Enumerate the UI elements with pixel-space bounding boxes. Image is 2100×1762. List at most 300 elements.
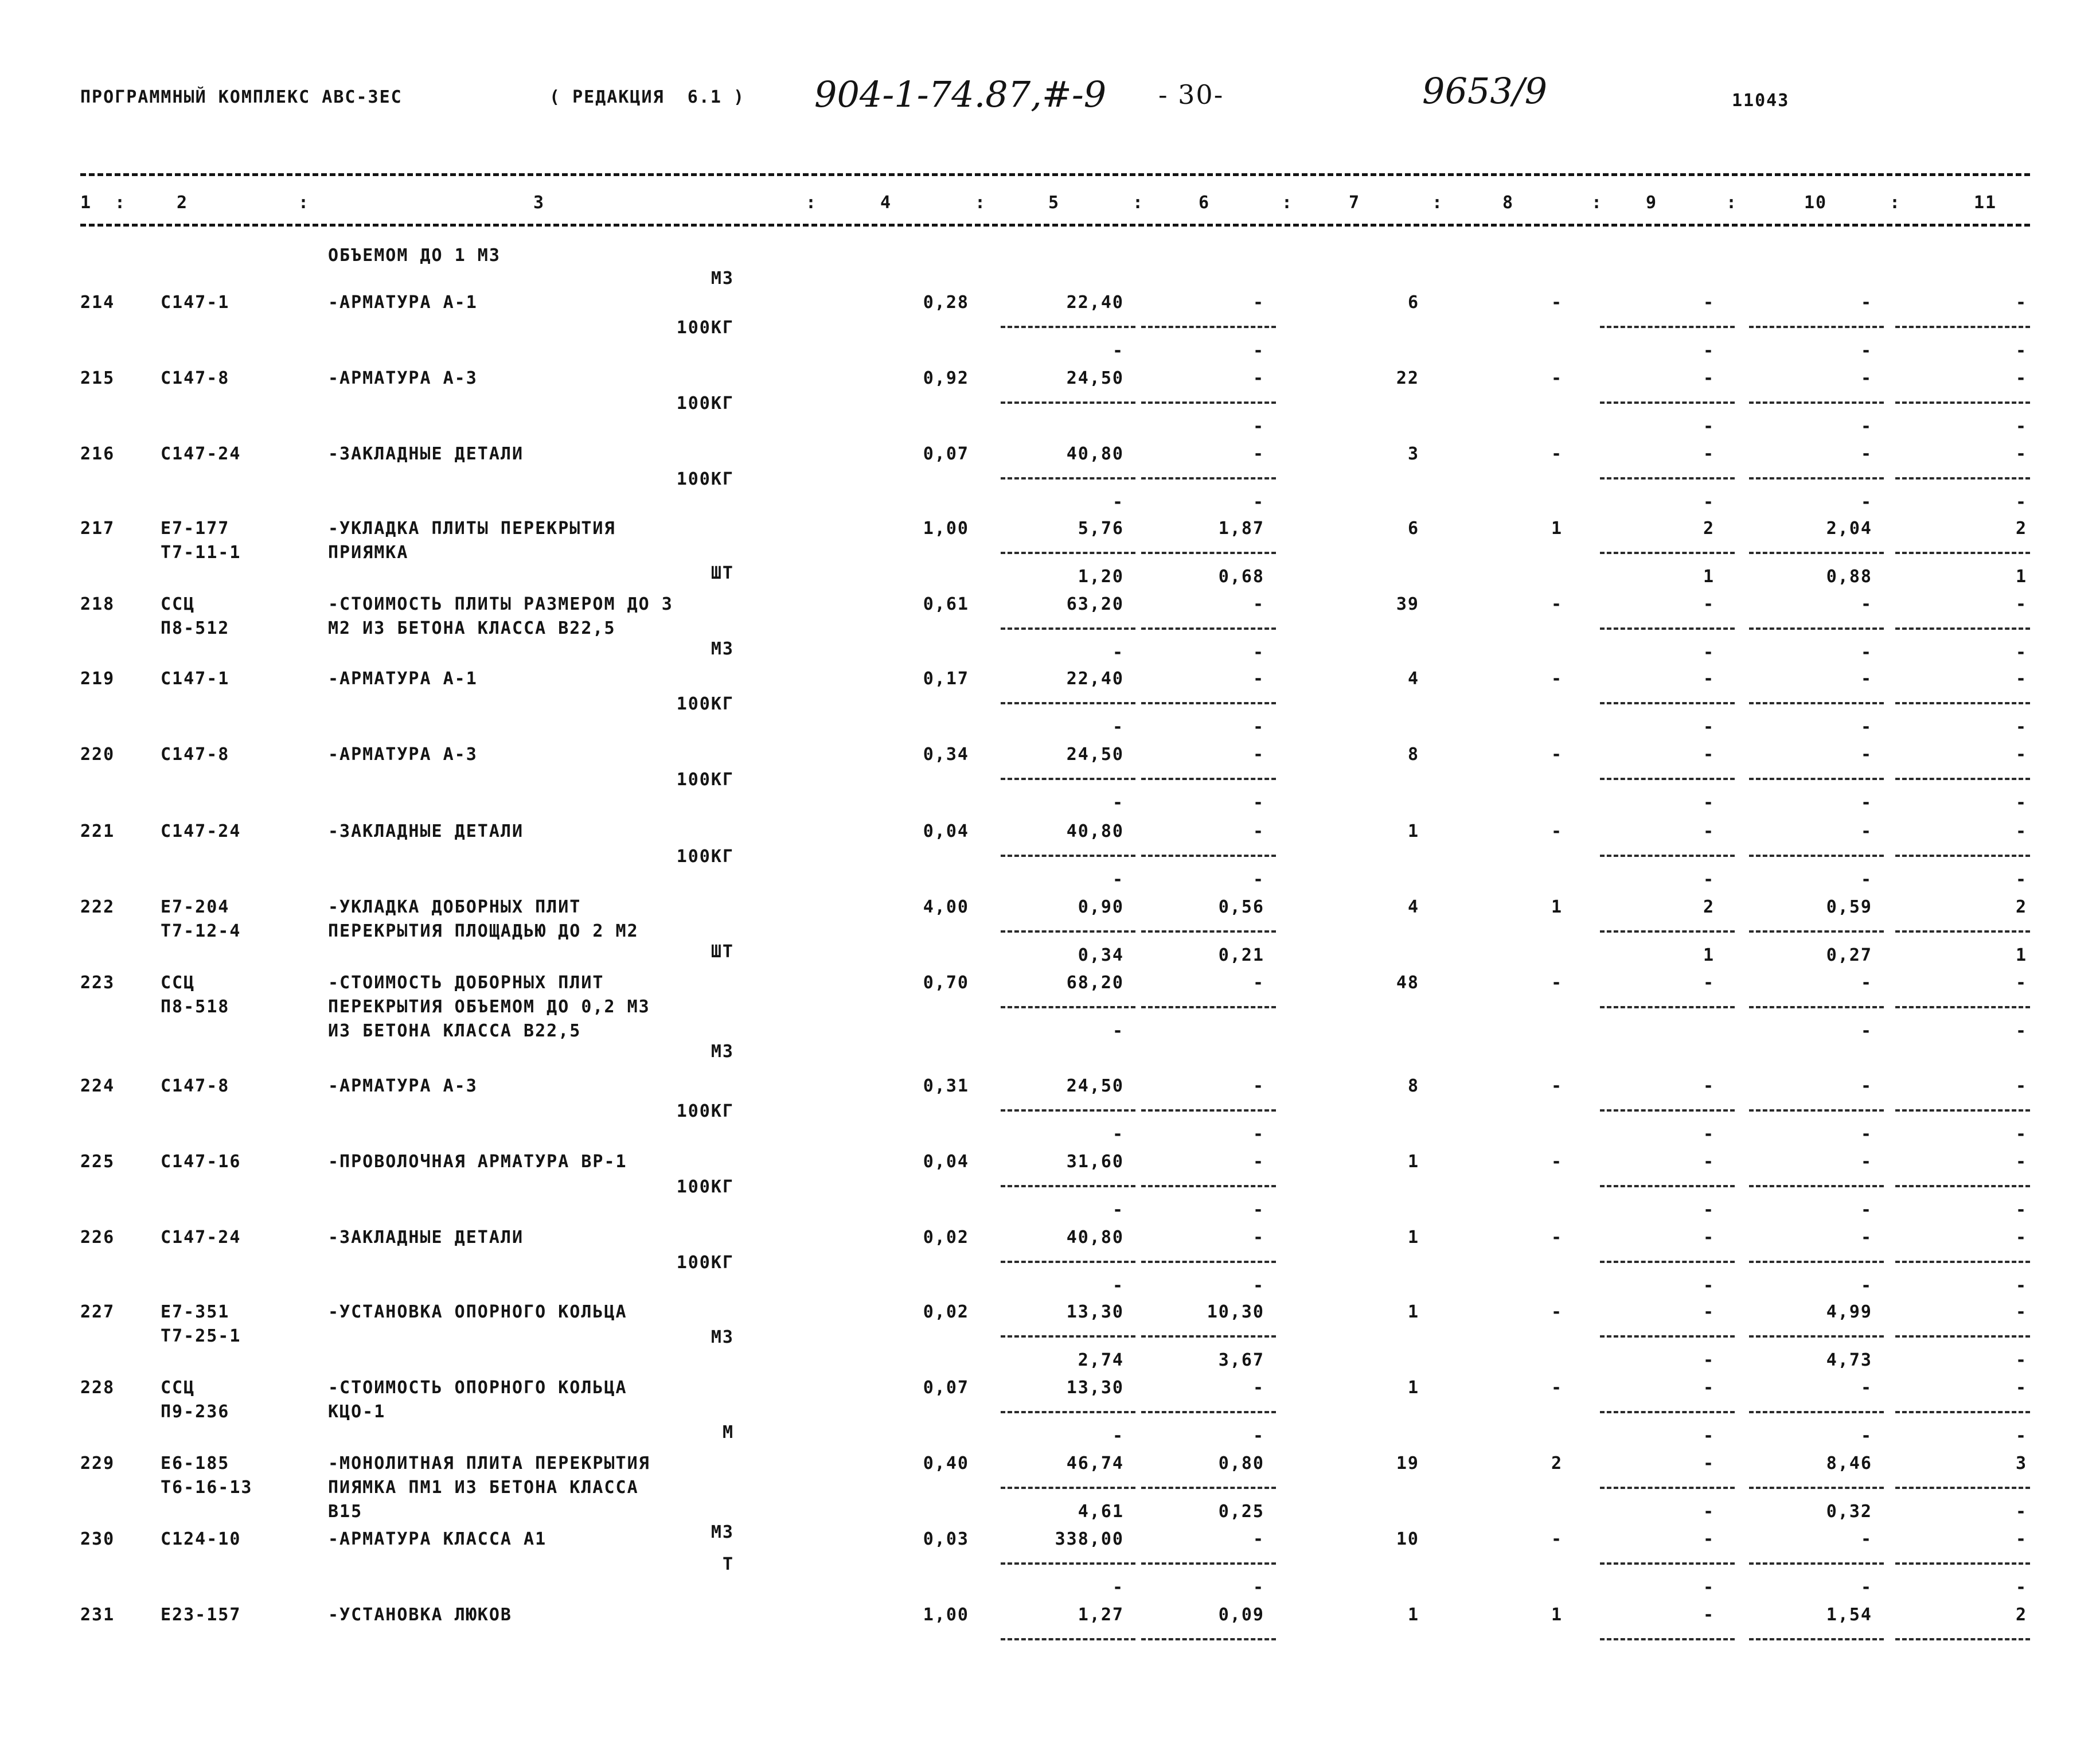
unit-of-measure: 100КГ [676, 1177, 734, 1197]
col-10-value: - [1860, 744, 1872, 765]
unit-cost-value: 22,40 [1066, 669, 1124, 689]
col-9-value: - [1703, 1227, 1715, 1248]
machine-cost-secondary: 0,25 [1218, 1502, 1264, 1522]
col-10-secondary: - [1860, 416, 1872, 436]
col-11-value: - [2015, 1529, 2027, 1549]
col-9-secondary: 1 [1703, 567, 1715, 587]
work-description-line: -СТОИМОСТЬ ОПОРНОГО КОЛЬЦА [328, 1378, 627, 1398]
rate-code: ССЦ [161, 594, 196, 614]
handwritten-project-code: 904-1-74.87,#-9 [814, 73, 1107, 115]
cell-divider [1001, 930, 1135, 933]
cell-divider [1749, 1261, 1884, 1263]
cell-divider [1895, 552, 2030, 554]
unit-cost-value: 13,30 [1066, 1302, 1124, 1322]
machine-cost-value: - [1252, 744, 1264, 765]
col-10-value: 4,99 [1826, 1302, 1872, 1322]
quantity-value: 0,61 [923, 594, 969, 614]
cell-divider [1141, 401, 1276, 404]
cell-divider [1600, 1638, 1735, 1640]
col-10-value: - [1860, 1076, 1872, 1096]
cell-divider [1895, 1562, 2030, 1565]
machine-cost-secondary: - [1252, 642, 1264, 662]
col-9-value: - [1703, 1302, 1715, 1322]
cell-divider [1895, 401, 2030, 404]
machine-cost-secondary: 3,67 [1218, 1350, 1264, 1370]
col-11-value: 3 [2015, 1453, 2027, 1473]
salary-value: - [1551, 594, 1563, 614]
unit-cost-secondary: - [1112, 1276, 1124, 1296]
cell-divider [1600, 477, 1735, 480]
unit-cost-secondary: 4,61 [1078, 1502, 1124, 1522]
row-number: 214 [80, 293, 115, 313]
unit-cost-secondary: - [1112, 1021, 1124, 1041]
unit-cost-secondary: - [1112, 1426, 1124, 1446]
salary-value: - [1551, 744, 1563, 765]
cell-divider [1600, 1006, 1735, 1008]
cell-divider [1001, 477, 1135, 480]
col-10-value: - [1860, 293, 1872, 313]
col-10-secondary: 0,32 [1826, 1502, 1872, 1522]
quantity-value: 0,31 [923, 1076, 969, 1096]
quantity-value: 0,03 [923, 1529, 969, 1549]
total-cost-value: 6 [1407, 519, 1419, 539]
machine-cost-secondary: - [1252, 416, 1264, 436]
column-header-11: 11 [1973, 193, 1997, 213]
total-cost-value: 1 [1407, 1152, 1419, 1172]
cell-divider [1600, 778, 1735, 780]
unit-of-measure: М3 [711, 1522, 734, 1542]
col-9-value: - [1703, 669, 1715, 689]
rate-code: С124-10 [161, 1529, 241, 1549]
machine-cost-value: 10,30 [1207, 1302, 1264, 1322]
work-description-line: -УСТАНОВКА ОПОРНОГО КОЛЬЦА [328, 1302, 627, 1322]
col-11-secondary: 1 [2015, 945, 2027, 965]
row-number: 221 [80, 821, 115, 841]
row-number: 223 [80, 973, 115, 993]
work-description-line: -ПРОВОЛОЧНАЯ АРМАТУРА ВР-1 [328, 1152, 627, 1172]
col-10-value: - [1860, 1378, 1872, 1398]
cell-divider [1749, 1109, 1884, 1112]
salary-value: - [1551, 293, 1563, 313]
col-11-value: - [2015, 1152, 2027, 1172]
column-separator: : [1282, 193, 1294, 213]
work-description-line: ПРИЯМКА [328, 543, 409, 563]
unit-cost-value: 46,74 [1066, 1453, 1124, 1473]
col-9-value: 2 [1703, 897, 1715, 917]
quantity-value: 0,92 [923, 368, 969, 388]
unit-cost-secondary: - [1112, 717, 1124, 737]
col-11-value: 2 [2015, 897, 2027, 917]
quantity-value: 0,40 [923, 1453, 969, 1473]
cell-divider [1141, 930, 1276, 933]
col-11-secondary: - [2015, 1426, 2027, 1446]
cell-divider [1895, 778, 2030, 780]
cell-divider [1600, 1261, 1735, 1263]
col-9-secondary: - [1703, 1276, 1715, 1296]
work-description-line: ОБЪЕМОМ ДО 1 М3 [328, 245, 501, 266]
unit-cost-secondary: - [1112, 642, 1124, 662]
unit-cost-value: 68,20 [1066, 973, 1124, 993]
column-header-3: 3 [533, 193, 545, 213]
cell-divider [1141, 1411, 1276, 1413]
salary-value: - [1551, 444, 1563, 464]
machine-cost-value: - [1252, 669, 1264, 689]
col-9-secondary: 1 [1703, 945, 1715, 965]
work-description-line: -МОНОЛИТНАЯ ПЛИТА ПЕРЕКРЫТИЯ [328, 1453, 650, 1473]
col-11-secondary: - [2015, 1502, 2027, 1522]
cell-divider [1141, 778, 1276, 780]
cell-divider [1001, 1261, 1135, 1263]
salary-value: 1 [1551, 897, 1563, 917]
rate-code: Е7-204 [161, 897, 230, 917]
cell-divider [1600, 855, 1735, 857]
unit-cost-value: 13,30 [1066, 1378, 1124, 1398]
salary-value: - [1551, 1529, 1563, 1549]
quantity-value: 0,07 [923, 444, 969, 464]
rate-code: ССЦ [161, 1378, 196, 1398]
cell-divider [1600, 1335, 1735, 1338]
col-11-secondary: - [2015, 1577, 2027, 1597]
work-description-line: -СТОИМОСТЬ ПЛИТЫ РАЗМЕРОМ ДО 3 [328, 594, 673, 614]
quantity-value: 0,04 [923, 1152, 969, 1172]
column-header-10: 10 [1804, 193, 1828, 213]
cell-divider [1749, 1335, 1884, 1338]
col-11-secondary: - [2015, 1021, 2027, 1041]
col-10-value: - [1860, 444, 1872, 464]
rate-code-secondary: Т7-11-1 [161, 543, 241, 563]
quantity-value: 0,17 [923, 669, 969, 689]
col-9-secondary: - [1703, 642, 1715, 662]
unit-cost-value: 31,60 [1066, 1152, 1124, 1172]
unit-cost-secondary: - [1112, 492, 1124, 512]
total-cost-value: 1 [1407, 1302, 1419, 1322]
cell-divider [1895, 1487, 2030, 1489]
cell-divider [1749, 930, 1884, 933]
col-10-value: - [1860, 821, 1872, 841]
machine-cost-secondary: - [1252, 1577, 1264, 1597]
quantity-value: 0,02 [923, 1227, 969, 1248]
quantity-value: 1,00 [923, 519, 969, 539]
unit-of-measure: М3 [711, 1327, 734, 1347]
col-9-value: - [1703, 1453, 1715, 1473]
col-11-secondary: - [2015, 1200, 2027, 1220]
cell-divider [1600, 552, 1735, 554]
rate-code: С147-8 [161, 744, 230, 765]
column-separator: : [298, 193, 310, 213]
unit-cost-value: 24,50 [1066, 744, 1124, 765]
col-10-secondary: - [1860, 341, 1872, 361]
row-number: 229 [80, 1453, 115, 1473]
col-11-value: - [2015, 1227, 2027, 1248]
col-11-secondary: - [2015, 416, 2027, 436]
cell-divider [1749, 1006, 1884, 1008]
total-cost-value: 22 [1396, 368, 1419, 388]
col-9-value: - [1703, 1378, 1715, 1398]
unit-of-measure: М3 [711, 639, 734, 659]
col-11-value: - [2015, 444, 2027, 464]
machine-cost-value: 0,56 [1218, 897, 1264, 917]
cell-divider [1141, 1335, 1276, 1338]
machine-cost-secondary: - [1252, 341, 1264, 361]
rate-code: Е7-177 [161, 519, 230, 539]
unit-of-measure: 100КГ [676, 1101, 734, 1121]
col-10-value: - [1860, 973, 1872, 993]
program-title: ПРОГРАММНЫЙ КОМПЛЕКС АВС-ЗЕС [80, 87, 403, 107]
total-cost-value: 10 [1396, 1529, 1419, 1549]
col-11-secondary: - [2015, 1276, 2027, 1296]
cell-divider [1749, 477, 1884, 480]
machine-cost-secondary: - [1252, 717, 1264, 737]
machine-cost-secondary: - [1252, 492, 1264, 512]
rate-code-secondary: П8-512 [161, 618, 230, 638]
col-10-secondary: - [1860, 717, 1872, 737]
col-9-secondary: - [1703, 416, 1715, 436]
machine-cost-secondary: - [1252, 1426, 1264, 1446]
col-9-secondary: - [1703, 870, 1715, 890]
col-10-secondary: - [1860, 1426, 1872, 1446]
cell-divider [1141, 1487, 1276, 1489]
cell-divider [1001, 702, 1135, 704]
col-11-value: 2 [2015, 1605, 2027, 1625]
col-9-secondary: - [1703, 793, 1715, 813]
cell-divider [1001, 1411, 1135, 1413]
cell-divider [1600, 326, 1735, 328]
cell-divider [1001, 855, 1135, 857]
cell-divider [1749, 627, 1884, 630]
unit-cost-secondary: 0,34 [1078, 945, 1124, 965]
work-description-line: -АРМАТУРА КЛАССА А1 [328, 1529, 547, 1549]
total-cost-value: 4 [1407, 669, 1419, 689]
col-11-secondary: - [2015, 642, 2027, 662]
work-description-line: -АРМАТУРА А-3 [328, 744, 478, 765]
col-9-value: - [1703, 821, 1715, 841]
total-cost-value: 4 [1407, 897, 1419, 917]
cell-divider [1600, 1487, 1735, 1489]
col-11-value: - [2015, 669, 2027, 689]
cell-divider [1001, 1487, 1135, 1489]
salary-value: - [1551, 1302, 1563, 1322]
total-cost-value: 1 [1407, 1227, 1419, 1248]
col-10-value: - [1860, 1227, 1872, 1248]
page-number: - 30- [1158, 79, 1224, 110]
col-9-secondary: - [1703, 717, 1715, 737]
col-9-value: - [1703, 744, 1715, 765]
col-10-secondary: - [1860, 870, 1872, 890]
rate-code-secondary: Т7-12-4 [161, 921, 241, 941]
column-separator: : [1432, 193, 1444, 213]
cell-divider [1001, 401, 1135, 404]
rate-code: Е6-185 [161, 1453, 230, 1473]
row-number: 224 [80, 1076, 115, 1096]
cell-divider [1001, 1006, 1135, 1008]
unit-cost-value: 22,40 [1066, 293, 1124, 313]
document-number: 11043 [1732, 91, 1790, 111]
rate-code: С147-16 [161, 1152, 241, 1172]
column-header-2: 2 [176, 193, 189, 213]
col-9-value: - [1703, 594, 1715, 614]
cell-divider [1895, 1006, 2030, 1008]
col-10-secondary: - [1860, 793, 1872, 813]
row-number: 228 [80, 1378, 115, 1398]
col-11-value: - [2015, 744, 2027, 765]
machine-cost-secondary: - [1252, 1124, 1264, 1144]
col-11-secondary: - [2015, 492, 2027, 512]
machine-cost-secondary: - [1252, 1276, 1264, 1296]
machine-cost-secondary: - [1252, 1200, 1264, 1220]
col-11-secondary: - [2015, 1124, 2027, 1144]
col-11-secondary: 1 [2015, 567, 2027, 587]
work-description-line: В15 [328, 1502, 363, 1522]
total-cost-value: 1 [1407, 1378, 1419, 1398]
total-cost-value: 19 [1396, 1453, 1419, 1473]
col-9-secondary: - [1703, 1426, 1715, 1446]
cell-divider [1600, 1185, 1735, 1187]
col-10-secondary: - [1860, 1577, 1872, 1597]
cell-divider [1749, 1185, 1884, 1187]
cell-divider [1895, 1109, 2030, 1112]
rate-code: С147-24 [161, 1227, 241, 1248]
work-description-line: -АРМАТУРА А-3 [328, 368, 478, 388]
work-description-line: ПЕРЕКРЫТИЯ ПЛОЩАДЬЮ ДО 2 М2 [328, 921, 639, 941]
cell-divider [1141, 1261, 1276, 1263]
col-9-value: - [1703, 1152, 1715, 1172]
column-header-6: 6 [1198, 193, 1211, 213]
machine-cost-value: - [1252, 1378, 1264, 1398]
machine-cost-value: - [1252, 594, 1264, 614]
unit-cost-value: 40,80 [1066, 1227, 1124, 1248]
quantity-value: 4,00 [923, 897, 969, 917]
column-separator: : [1890, 193, 1902, 213]
work-description-line: -АРМАТУРА А-1 [328, 293, 478, 313]
cell-divider [1141, 1638, 1276, 1640]
row-number: 220 [80, 744, 115, 765]
unit-of-measure: 100КГ [676, 770, 734, 790]
work-description-line: ПЕРЕКРЫТИЯ ОБЪЕМОМ ДО 0,2 М3 [328, 997, 650, 1017]
rate-code: С147-8 [161, 1076, 230, 1096]
col-11-value: - [2015, 1302, 2027, 1322]
col-10-value: 1,54 [1826, 1605, 1872, 1625]
cell-divider [1600, 1411, 1735, 1413]
cell-divider [1141, 855, 1276, 857]
total-cost-value: 3 [1407, 444, 1419, 464]
column-separator: : [806, 193, 818, 213]
unit-of-measure: 100КГ [676, 694, 734, 714]
unit-cost-secondary: - [1112, 1577, 1124, 1597]
quantity-value: 0,04 [923, 821, 969, 841]
cell-divider [1895, 1261, 2030, 1263]
col-10-secondary: 4,73 [1826, 1350, 1872, 1370]
row-number: 222 [80, 897, 115, 917]
unit-cost-secondary: - [1112, 870, 1124, 890]
machine-cost-secondary: - [1252, 793, 1264, 813]
cell-divider [1895, 1335, 2030, 1338]
salary-value: - [1551, 1152, 1563, 1172]
row-number: 215 [80, 368, 115, 388]
unit-cost-secondary: 1,20 [1078, 567, 1124, 587]
col-11-value: - [2015, 1076, 2027, 1096]
work-description-line: -АРМАТУРА А-3 [328, 1076, 478, 1096]
cell-divider [1141, 1109, 1276, 1112]
work-description-line: -ЗАКЛАДНЫЕ ДЕТАЛИ [328, 444, 524, 464]
col-11-value: - [2015, 973, 2027, 993]
cell-divider [1749, 855, 1884, 857]
salary-value: 1 [1551, 1605, 1563, 1625]
cell-divider [1141, 702, 1276, 704]
col-9-value: - [1703, 1605, 1715, 1625]
quantity-value: 0,70 [923, 973, 969, 993]
col-9-value: 2 [1703, 519, 1715, 539]
unit-of-measure: Т [722, 1554, 734, 1574]
col-10-value: - [1860, 594, 1872, 614]
column-header-5: 5 [1048, 193, 1060, 213]
col-10-secondary: - [1860, 1124, 1872, 1144]
col-10-value: - [1860, 1529, 1872, 1549]
column-header-8: 8 [1502, 193, 1515, 213]
unit-of-measure: ШТ [711, 563, 734, 583]
column-separator: : [1133, 193, 1145, 213]
cell-divider [1749, 1487, 1884, 1489]
cell-divider [1895, 1638, 2030, 1640]
col-9-value: - [1703, 1529, 1715, 1549]
total-cost-value: 1 [1407, 821, 1419, 841]
cell-divider [1895, 930, 2030, 933]
col-9-secondary: - [1703, 1350, 1715, 1370]
unit-cost-secondary: - [1112, 341, 1124, 361]
col-9-value: - [1703, 973, 1715, 993]
unit-cost-secondary: - [1112, 1124, 1124, 1144]
total-cost-value: 6 [1407, 293, 1419, 313]
col-10-secondary: - [1860, 492, 1872, 512]
col-9-value: - [1703, 444, 1715, 464]
salary-value: - [1551, 669, 1563, 689]
rate-code: С147-24 [161, 821, 241, 841]
cell-divider [1600, 1562, 1735, 1565]
cell-divider [1600, 930, 1735, 933]
cell-divider [1001, 778, 1135, 780]
quantity-value: 0,28 [923, 293, 969, 313]
work-description-line: -АРМАТУРА А-1 [328, 669, 478, 689]
unit-cost-value: 24,50 [1066, 1076, 1124, 1096]
column-separator: : [1726, 193, 1738, 213]
cell-divider [1141, 1185, 1276, 1187]
cell-divider [1895, 477, 2030, 480]
rate-code: С147-1 [161, 669, 230, 689]
cell-divider [1749, 401, 1884, 404]
cell-divider [1749, 326, 1884, 328]
cell-divider [1749, 1638, 1884, 1640]
cell-divider [1895, 326, 2030, 328]
machine-cost-secondary: 0,21 [1218, 945, 1264, 965]
total-cost-value: 8 [1407, 744, 1419, 765]
work-description-line: М2 ИЗ БЕТОНА КЛАССА В22,5 [328, 618, 616, 638]
quantity-value: 1,00 [923, 1605, 969, 1625]
cell-divider [1749, 778, 1884, 780]
rate-code-secondary: Т7-25-1 [161, 1326, 241, 1346]
col-9-secondary: - [1703, 341, 1715, 361]
column-header-1: 1 [80, 193, 92, 213]
machine-cost-value: 0,09 [1218, 1605, 1264, 1625]
cell-divider [1600, 702, 1735, 704]
col-11-value: 2 [2015, 519, 2027, 539]
work-description-line: ПИЯМКА ПМ1 ИЗ БЕТОНА КЛАССА [328, 1478, 639, 1498]
unit-cost-value: 40,80 [1066, 821, 1124, 841]
col-11-secondary: - [2015, 793, 2027, 813]
salary-value: - [1551, 368, 1563, 388]
rate-code-secondary: Т6-16-13 [161, 1478, 253, 1498]
salary-value: - [1551, 1378, 1563, 1398]
rate-code: Е7-351 [161, 1302, 230, 1322]
unit-of-measure: 100КГ [676, 847, 734, 867]
